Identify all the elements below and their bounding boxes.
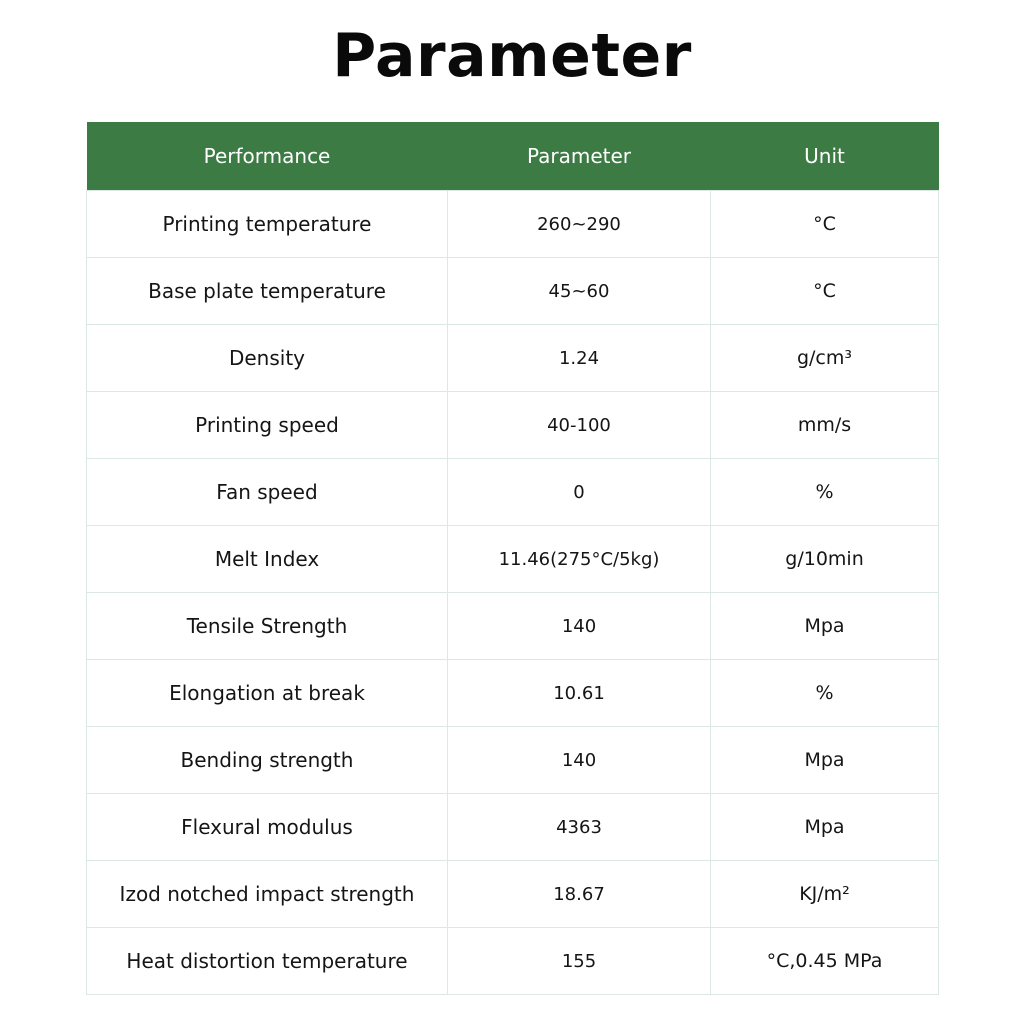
cell-parameter: 140 (448, 727, 711, 794)
cell-parameter: 260~290 (448, 191, 711, 258)
parameter-table (86, 122, 939, 995)
cell-performance: Printing speed (87, 392, 448, 459)
table-row (87, 191, 939, 258)
cell-unit: °C (711, 191, 939, 258)
table-row (87, 794, 939, 861)
page-title: Parameter (332, 21, 692, 91)
table-row (87, 325, 939, 392)
cell-unit: g/cm³ (711, 325, 939, 392)
cell-parameter: 18.67 (448, 861, 711, 928)
cell-unit: Mpa (711, 727, 939, 794)
cell-performance: Heat distortion temperature (87, 928, 448, 995)
cell-unit: % (711, 660, 939, 727)
cell-unit: mm/s (711, 392, 939, 459)
table-row (87, 727, 939, 794)
header-row (87, 122, 939, 191)
header-parameter: Parameter (448, 122, 711, 191)
cell-parameter: 45~60 (448, 258, 711, 325)
cell-parameter: 140 (448, 593, 711, 660)
cell-parameter: 10.61 (448, 660, 711, 727)
cell-parameter: 40-100 (448, 392, 711, 459)
cell-parameter: 155 (448, 928, 711, 995)
cell-performance: Flexural modulus (87, 794, 448, 861)
cell-unit: °C,0.45 MPa (711, 928, 939, 995)
table-row (87, 526, 939, 593)
cell-parameter: 1.24 (448, 325, 711, 392)
cell-unit: KJ/m² (711, 861, 939, 928)
cell-parameter: 0 (448, 459, 711, 526)
cell-unit: °C (711, 258, 939, 325)
table-row (87, 660, 939, 727)
table-row (87, 861, 939, 928)
table-row (87, 258, 939, 325)
table-body (87, 191, 939, 995)
cell-performance: Elongation at break (87, 660, 448, 727)
table-row (87, 459, 939, 526)
cell-parameter: 4363 (448, 794, 711, 861)
cell-unit: % (711, 459, 939, 526)
cell-unit: Mpa (711, 794, 939, 861)
cell-performance: Bending strength (87, 727, 448, 794)
cell-performance: Base plate temperature (87, 258, 448, 325)
cell-performance: Density (87, 325, 448, 392)
header-performance: Performance (87, 122, 448, 191)
cell-performance: Tensile Strength (87, 593, 448, 660)
cell-unit: Mpa (711, 593, 939, 660)
cell-performance: Printing temperature (87, 191, 448, 258)
table-row (87, 392, 939, 459)
cell-parameter: 11.46(275°C/5kg) (448, 526, 711, 593)
table-header (87, 122, 939, 191)
table-row (87, 593, 939, 660)
header-unit: Unit (711, 122, 939, 191)
cell-performance: Melt Index (87, 526, 448, 593)
cell-performance: Fan speed (87, 459, 448, 526)
table-row (87, 928, 939, 995)
cell-performance: Izod notched impact strength (87, 861, 448, 928)
cell-unit: g/10min (711, 526, 939, 593)
